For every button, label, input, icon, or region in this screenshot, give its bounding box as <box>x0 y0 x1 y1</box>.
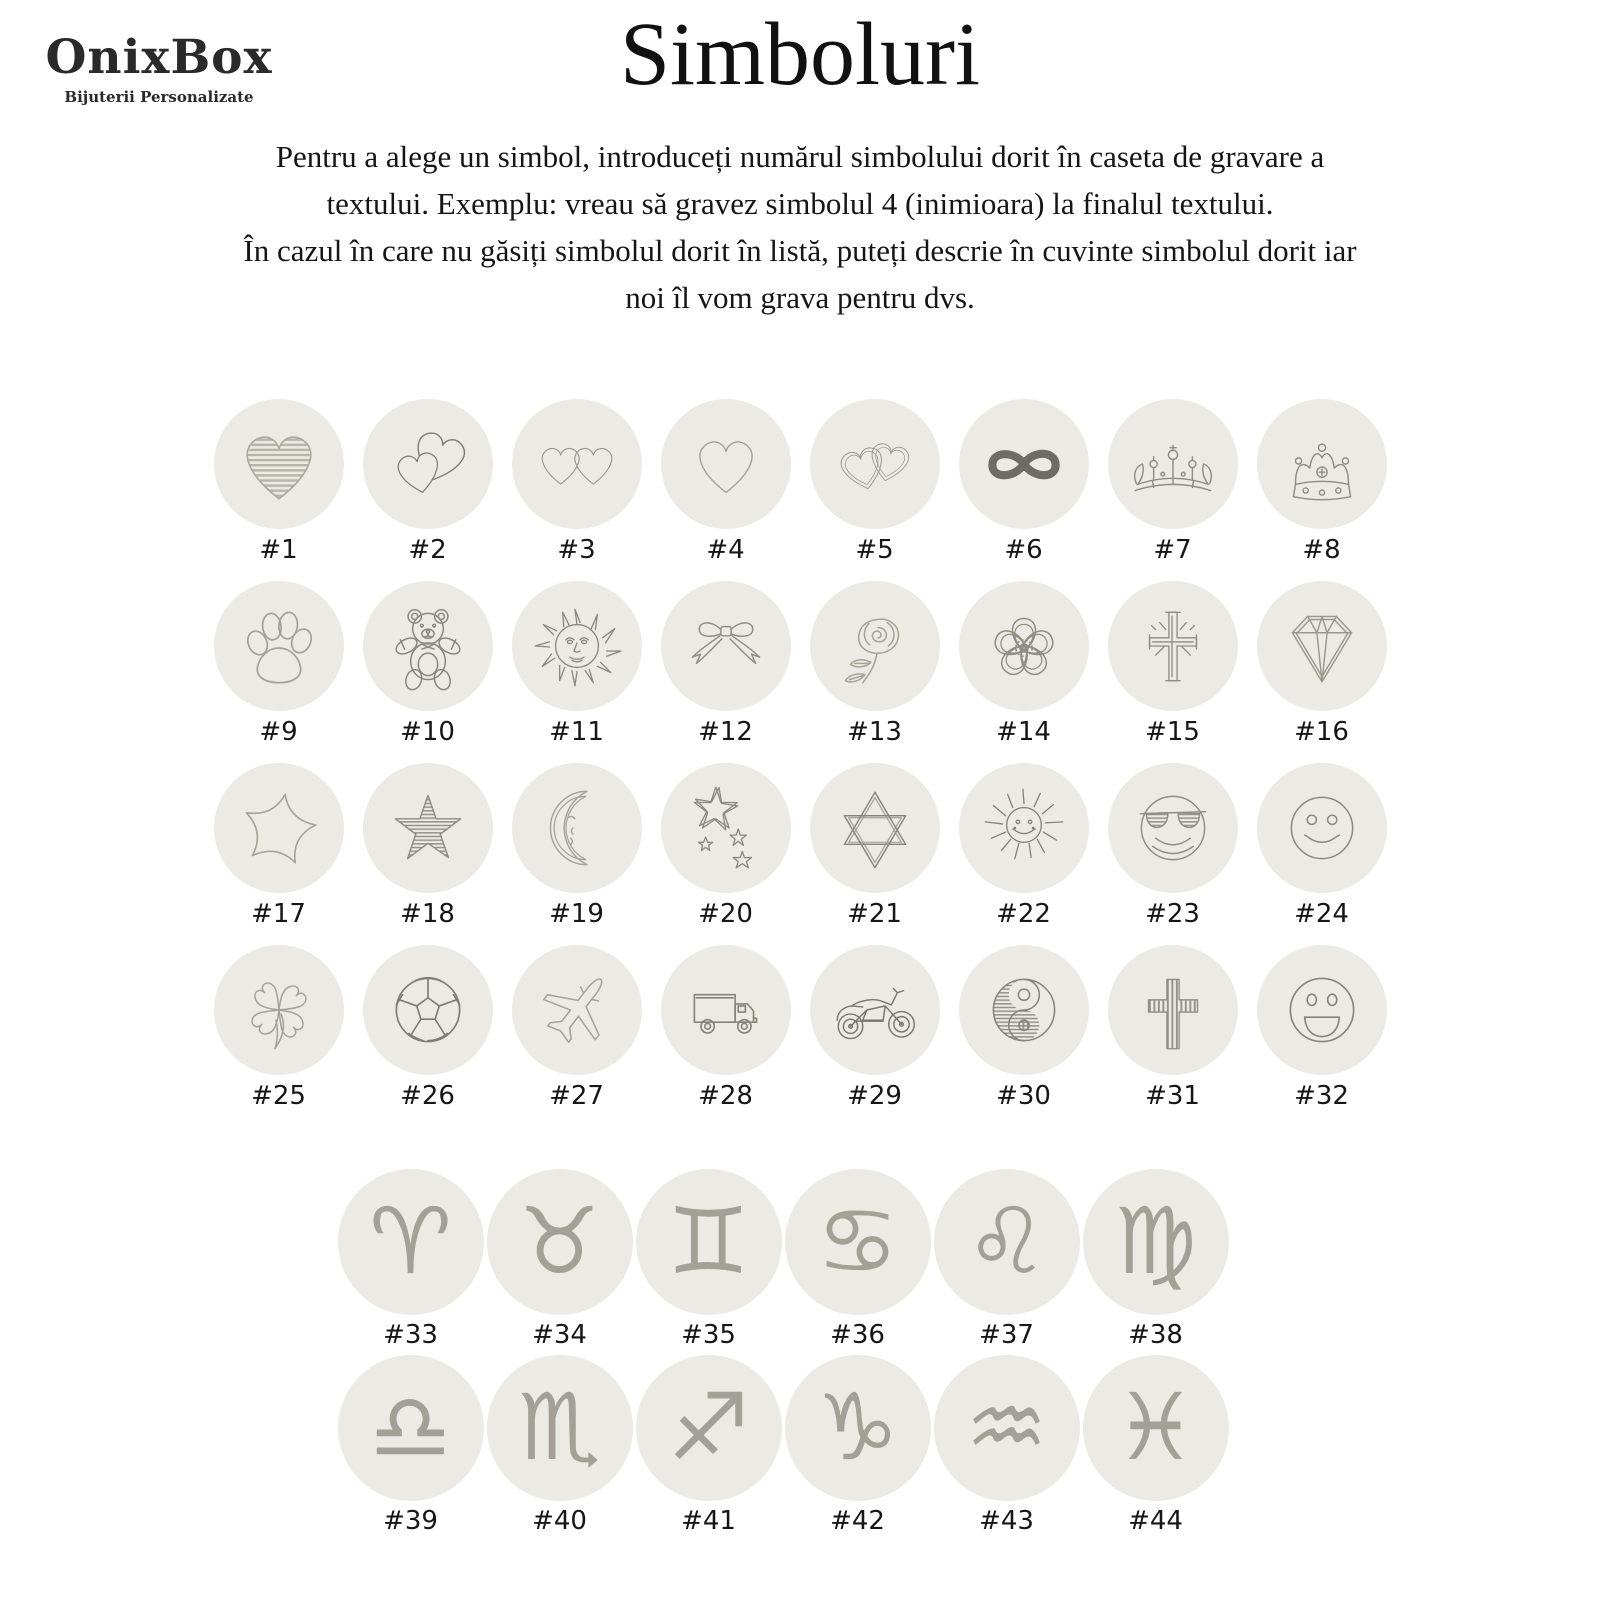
symbol-tile <box>204 763 353 931</box>
symbol-tile <box>800 399 949 567</box>
symbol-tile <box>1098 763 1247 931</box>
rose-icon <box>810 581 940 711</box>
intro-line: Pentru a alege un simbol, introduceți numărul simbolului dorit în caseta de gravare a <box>275 138 1325 174</box>
zodiac-glyph: ♑ <box>816 1373 899 1481</box>
truck-icon <box>661 945 791 1075</box>
symbol-tile <box>949 763 1098 931</box>
royal-crown-icon <box>1257 399 1387 529</box>
symbol-tile <box>353 399 502 567</box>
symbol-number: #5 <box>855 534 894 565</box>
page-title: Simboluri <box>619 5 981 104</box>
symbol-tile <box>783 1355 932 1538</box>
symbol-number: #36 <box>830 1319 885 1350</box>
symbol-tile <box>932 1169 1081 1352</box>
symbol-number: #2 <box>408 534 447 565</box>
symbol-tile <box>949 945 1098 1113</box>
symbol-number: #27 <box>549 1080 604 1111</box>
symbol-number: #42 <box>830 1505 885 1536</box>
symbol-number: #25 <box>251 1080 306 1111</box>
symbol-number: #9 <box>259 716 298 747</box>
symbol-number: #37 <box>979 1319 1034 1350</box>
symbol-tile <box>932 1355 1081 1538</box>
zodiac-capricorn-icon <box>785 1355 931 1501</box>
intro-line: În cazul în care nu găsiți simbolul dorit în listă, puteți descrie în cuvinte simbolul dorit iar <box>243 232 1357 268</box>
symbol-tile <box>949 581 1098 749</box>
brand-name: OnixBox <box>45 30 273 85</box>
zodiac-glyph: ♒ <box>965 1373 1048 1481</box>
intro-line: noi îl vom grava pentru dvs. <box>625 279 975 315</box>
symbol-tile <box>1081 1355 1230 1538</box>
zodiac-gemini-icon <box>636 1169 782 1315</box>
zodiac-pisces-icon <box>1083 1355 1229 1501</box>
symbol-number: #7 <box>1153 534 1192 565</box>
wild-rose-icon <box>959 581 1089 711</box>
heart-filled-icon <box>214 399 344 529</box>
symbol-number: #22 <box>996 898 1051 929</box>
symbol-tile <box>502 399 651 567</box>
striped-cross-icon <box>1108 945 1238 1075</box>
intro-line: textului. Exemplu: vreau să gravez simbolul 4 (inimioara) la finalul textului. <box>326 185 1274 221</box>
heart-outline-icon <box>661 399 791 529</box>
symbol-number: #3 <box>557 534 596 565</box>
symbol-row-5 <box>0 1169 1583 1355</box>
symbol-tile <box>651 399 800 567</box>
symbol-tile <box>800 581 949 749</box>
symbol-tile <box>353 945 502 1113</box>
four-leaf-clover-icon <box>214 945 344 1075</box>
symbol-number: #33 <box>383 1319 438 1350</box>
tiara-crown-icon <box>1108 399 1238 529</box>
symbol-number: #32 <box>1294 1080 1349 1111</box>
symbol-number: #39 <box>383 1505 438 1536</box>
symbol-number: #44 <box>1128 1505 1183 1536</box>
symbol-tile <box>502 763 651 931</box>
symbol-number: #8 <box>1302 534 1341 565</box>
laughing-smiley-icon <box>1257 945 1387 1075</box>
symbol-number: #13 <box>847 716 902 747</box>
symbol-number: #34 <box>532 1319 587 1350</box>
zodiac-glyph: ♈ <box>369 1187 452 1295</box>
double-hearts-icon <box>363 399 493 529</box>
symbol-tile <box>800 763 949 931</box>
symbol-tile <box>1098 581 1247 749</box>
symbol-number: #19 <box>549 898 604 929</box>
sketch-stars-icon <box>661 763 791 893</box>
symbol-number: #18 <box>400 898 455 929</box>
zodiac-sagittarius-icon <box>636 1355 782 1501</box>
symbol-number: #17 <box>251 898 306 929</box>
symbol-number: #31 <box>1145 1080 1200 1111</box>
star-of-david-icon <box>810 763 940 893</box>
zodiac-glyph: ♍ <box>1114 1187 1197 1295</box>
motorcycle-icon <box>810 945 940 1075</box>
symbol-number: #23 <box>1145 898 1200 929</box>
symbol-row-1 <box>0 399 1600 581</box>
symbol-tile <box>485 1355 634 1538</box>
symbol-tile <box>1247 763 1396 931</box>
yin-yang-icon <box>959 945 1089 1075</box>
symbol-tile <box>800 945 949 1113</box>
zodiac-glyph: ♐ <box>667 1373 750 1481</box>
zodiac-aquarius-icon <box>934 1355 1080 1501</box>
symbol-number: #11 <box>549 716 604 747</box>
zodiac-glyph: ♎ <box>369 1373 452 1481</box>
symbol-tile <box>1098 945 1247 1113</box>
paw-print-icon <box>214 581 344 711</box>
symbol-number: #41 <box>681 1505 736 1536</box>
symbol-tile <box>204 399 353 567</box>
brand-logo[interactable] <box>44 30 274 106</box>
symbol-tile <box>502 945 651 1113</box>
cross-rays-icon <box>1108 581 1238 711</box>
symbol-tile <box>336 1355 485 1538</box>
symbol-tile <box>1247 581 1396 749</box>
zodiac-glyph: ♋ <box>816 1187 899 1295</box>
intro-text <box>90 133 1510 321</box>
symbol-tile <box>353 763 502 931</box>
symbol-number: #30 <box>996 1080 1051 1111</box>
symbol-tile <box>485 1169 634 1352</box>
symbol-row-2 <box>0 581 1600 763</box>
sun-face-icon <box>512 581 642 711</box>
symbol-number: #43 <box>979 1505 1034 1536</box>
symbol-tile <box>204 581 353 749</box>
zodiac-glyph: ♏ <box>518 1373 601 1481</box>
symbol-number: #29 <box>847 1080 902 1111</box>
symbol-number: #24 <box>1294 898 1349 929</box>
ribbon-bow-icon <box>661 581 791 711</box>
zodiac-virgo-icon <box>1083 1169 1229 1315</box>
starfish-icon <box>214 763 344 893</box>
airplane-icon <box>512 945 642 1075</box>
symbol-tile <box>634 1169 783 1352</box>
symbol-number: #14 <box>996 716 1051 747</box>
striped-star-icon <box>363 763 493 893</box>
diamond-icon <box>1257 581 1387 711</box>
symbol-row-3 <box>0 763 1600 945</box>
interlocked-hearts-icon <box>810 399 940 529</box>
symbol-tile <box>1081 1169 1230 1352</box>
soccer-ball-icon <box>363 945 493 1075</box>
twin-hearts-icon <box>512 399 642 529</box>
zodiac-glyph: ♌ <box>965 1187 1048 1295</box>
zodiac-scorpio-icon <box>487 1355 633 1501</box>
symbol-row-4 <box>0 945 1600 1127</box>
zodiac-glyph: ♓ <box>1114 1373 1197 1481</box>
symbol-tile <box>1247 399 1396 567</box>
symbol-tile <box>1098 399 1247 567</box>
zodiac-cancer-icon <box>785 1169 931 1315</box>
teddy-bear-icon <box>363 581 493 711</box>
symbol-tile <box>651 945 800 1113</box>
symbol-tile <box>949 399 1098 567</box>
symbol-number: #38 <box>1128 1319 1183 1350</box>
symbol-number: #12 <box>698 716 753 747</box>
symbol-grid <box>0 399 1600 1541</box>
cool-smiley-icon <box>1108 763 1238 893</box>
symbol-number: #35 <box>681 1319 736 1350</box>
symbol-number: #16 <box>1294 716 1349 747</box>
symbol-tile <box>1247 945 1396 1113</box>
symbol-tile <box>651 581 800 749</box>
symbol-tile <box>502 581 651 749</box>
zodiac-glyph: ♊ <box>667 1187 750 1295</box>
brand-tagline: Bijuterii Personalizate <box>64 88 254 106</box>
zodiac-libra-icon <box>338 1355 484 1501</box>
zodiac-glyph: ♉ <box>518 1187 601 1295</box>
zodiac-aries-icon <box>338 1169 484 1315</box>
symbol-number: #15 <box>1145 716 1200 747</box>
symbol-tile <box>336 1169 485 1352</box>
symbol-number: #6 <box>1004 534 1043 565</box>
symbol-tile <box>651 763 800 931</box>
symbol-tile <box>634 1355 783 1538</box>
symbol-row-6 <box>0 1355 1583 1541</box>
crescent-moon-icon <box>512 763 642 893</box>
symbol-number: #1 <box>259 534 298 565</box>
infinity-icon <box>959 399 1089 529</box>
symbol-tile <box>353 581 502 749</box>
zodiac-taurus-icon <box>487 1169 633 1315</box>
symbol-number: #21 <box>847 898 902 929</box>
symbol-number: #10 <box>400 716 455 747</box>
symbol-number: #40 <box>532 1505 587 1536</box>
symbol-number: #26 <box>400 1080 455 1111</box>
symbol-number: #28 <box>698 1080 753 1111</box>
smiley-icon <box>1257 763 1387 893</box>
page-header <box>0 5 1600 106</box>
smiling-sun-icon <box>959 763 1089 893</box>
zodiac-leo-icon <box>934 1169 1080 1315</box>
symbol-number: #20 <box>698 898 753 929</box>
symbol-tile <box>204 945 353 1113</box>
symbol-tile <box>783 1169 932 1352</box>
symbol-number: #4 <box>706 534 745 565</box>
